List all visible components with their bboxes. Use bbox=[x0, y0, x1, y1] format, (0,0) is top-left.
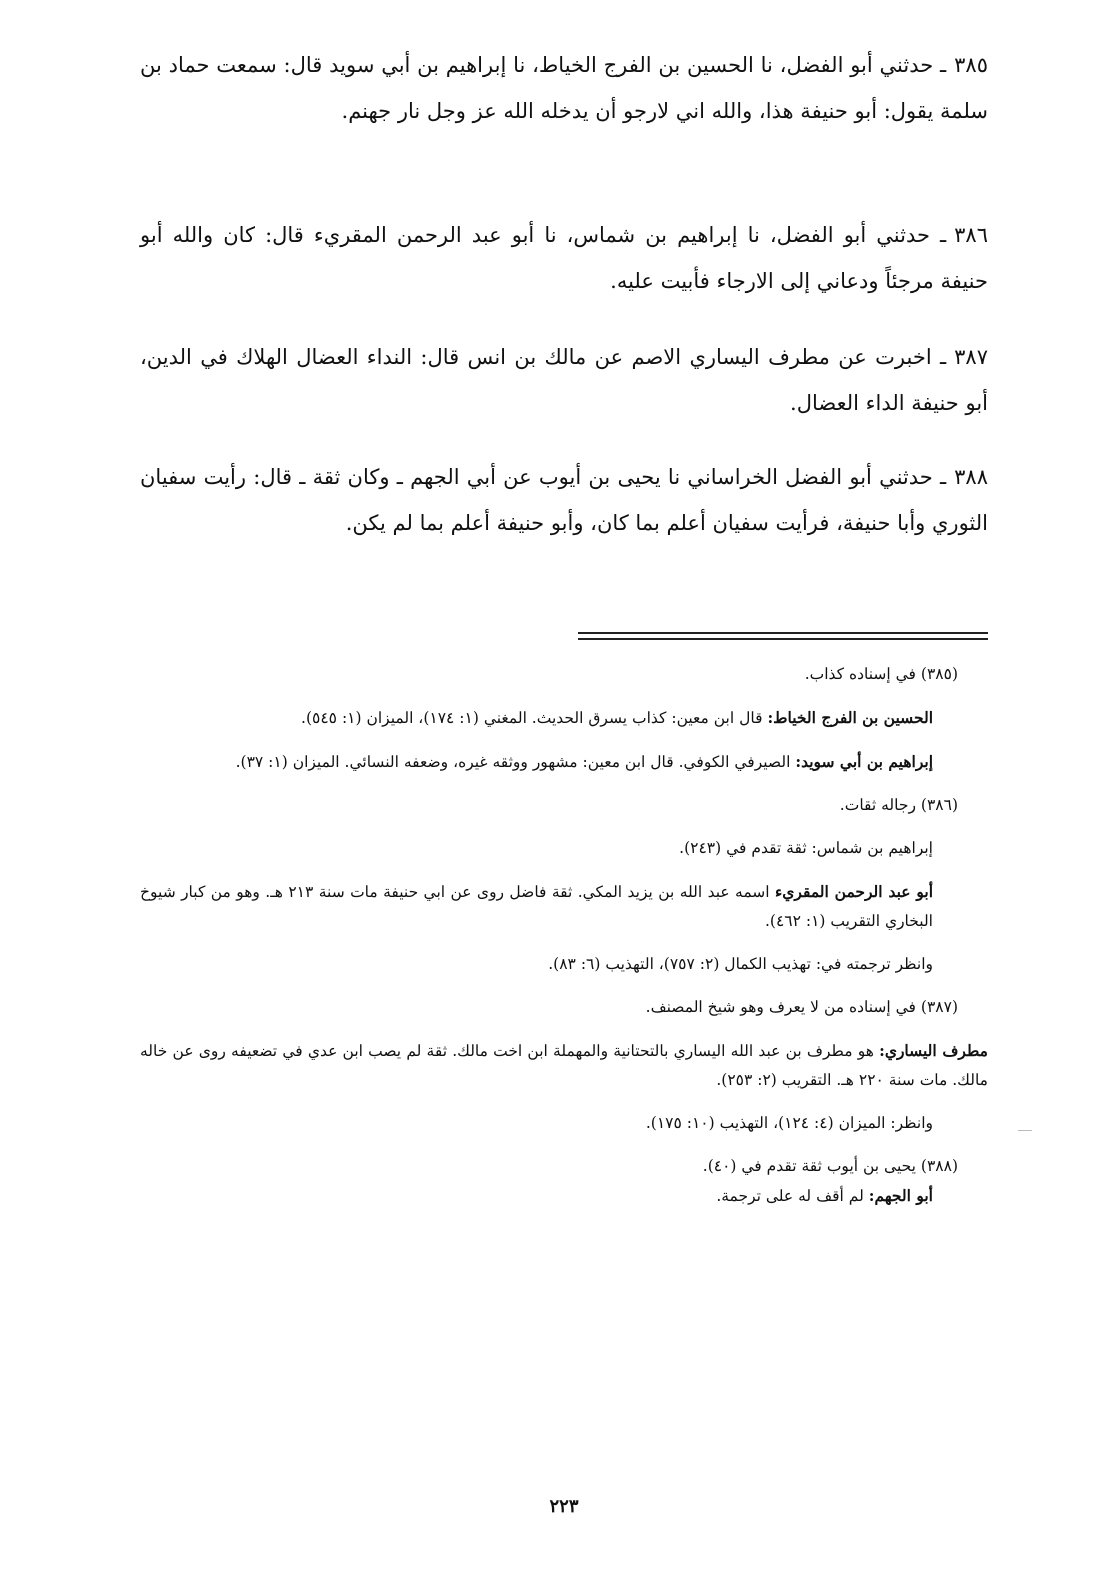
footnote-text: رجاله ثقات. bbox=[839, 796, 916, 814]
footnote-muqri-see bbox=[140, 950, 988, 979]
margin-mark bbox=[1018, 1130, 1032, 1131]
footnote-number: (٣٨٦) bbox=[920, 796, 958, 814]
footnote-387 bbox=[140, 993, 988, 1022]
footnotes bbox=[140, 660, 988, 1211]
narrator-name: أبو عبد الرحمن المقريء bbox=[775, 882, 934, 901]
footnote-text: يحيى بن أيوب ثقة تقدم في (٤٠). bbox=[702, 1157, 916, 1175]
hadith-text: ـ اخبرت عن مطرف اليساري الاصم عن مالك بن انس قال: النداء العضال الهلاك في الدين، أبو حنيفة الداء العضال. bbox=[140, 345, 988, 415]
footnote-text: الصيرفي الكوفي. قال ابن معين: مشهور ووثقه غيره، وضعفه النسائي. الميزان (١: ٣٧). bbox=[235, 753, 791, 771]
footnote-385 bbox=[140, 660, 988, 689]
narrator-name: مطرف اليساري: bbox=[879, 1041, 988, 1060]
footnote-mutarrif bbox=[140, 1036, 988, 1095]
footnote-shammas bbox=[140, 834, 988, 863]
footnote-separator bbox=[578, 632, 988, 640]
footnote-388 bbox=[140, 1152, 988, 1181]
narrator-name: أبو الجهم: bbox=[868, 1186, 933, 1205]
hadith-text: ـ حدثني أبو الفضل، نا إبراهيم بن شماس، نا أبو عبد الرحمن المقريء قال: كان والله أبو حنيفة مرجئاً ودعاني إلى الارجاء فأبيت عليه. bbox=[140, 223, 988, 293]
hadith-text: ـ حدثني أبو الفضل الخراساني نا يحيى بن أيوب عن أبي الجهم ـ وكان ثقة ـ قال: رأيت سفيان الثوري وأبا حنيفة، فرأيت سفيان أعلم بما كان، وأبو حنيفة أعلم بما لم يكن. bbox=[140, 465, 988, 535]
footnote-mutarrif-see bbox=[140, 1109, 988, 1138]
hadith-388 bbox=[140, 454, 988, 546]
narrator-name: الحسين بن الفرج الخياط: bbox=[767, 708, 933, 727]
hadith-number: ٣٨٧ bbox=[954, 345, 988, 369]
footnote-text: هو مطرف بن عبد الله اليساري بالتحتانية والمهملة ابن اخت مالك. ثقة لم يصب ابن عدي في تضعيفه روى عن خاله مالك. مات سنة ٢٢٠ هـ. التقريب (٢: ٢٥٣). bbox=[140, 1042, 988, 1089]
hadith-number: ٣٨٦ bbox=[954, 223, 988, 247]
footnote-jahm bbox=[140, 1181, 988, 1211]
hadith-385 bbox=[140, 42, 988, 134]
footnote-386 bbox=[140, 791, 988, 820]
footnote-text: في إسناده من لا يعرف وهو شيخ المصنف. bbox=[645, 998, 916, 1016]
narrator-name: إبراهيم بن أبي سويد: bbox=[795, 752, 933, 771]
hadith-387 bbox=[140, 334, 988, 426]
footnote-text: في إسناده كذاب. bbox=[804, 665, 916, 683]
hadith-number: ٣٨٥ bbox=[954, 53, 988, 77]
footnote-text: وانظر: الميزان (٤: ١٢٤)، التهذيب (١٠: ١٧٥). bbox=[645, 1114, 933, 1132]
footnote-text: اسمه عبد الله بن يزيد المكي. ثقة فاضل روى عن ابي حنيفة مات سنة ٢١٣ هـ. وهو من كبار شيوخ البخاري التقريب (١: ٤٦٢). bbox=[140, 883, 933, 930]
footnote-text: إبراهيم بن شماس: ثقة تقدم في (٢٤٣). bbox=[679, 839, 933, 857]
footnote-number: (٣٨٨) bbox=[920, 1157, 958, 1175]
footnote-muqri bbox=[140, 877, 988, 936]
hadith-386 bbox=[140, 212, 988, 304]
page bbox=[140, 0, 988, 1575]
footnote-khayyat bbox=[140, 703, 988, 733]
footnote-text: قال ابن معين: كذاب يسرق الحديث. المغني (١: ١٧٤)، الميزان (١: ٥٤٥). bbox=[301, 709, 763, 727]
footnote-number: (٣٨٥) bbox=[920, 665, 958, 683]
footnote-text: لم أقف له على ترجمة. bbox=[716, 1187, 864, 1205]
footnote-suwayd bbox=[140, 747, 988, 777]
hadith-text: ـ حدثني أبو الفضل، نا الحسين بن الفرج الخياط، نا إبراهيم بن أبي سويد قال: سمعت حماد بن سلمة يقول: أبو حنيفة هذا، والله اني لارجو أن يدخله الله عز وجل نار جهنم. bbox=[140, 53, 988, 123]
page-number: ٢٢٣ bbox=[549, 1496, 579, 1517]
hadith-number: ٣٨٨ bbox=[954, 465, 988, 489]
footnote-number: (٣٨٧) bbox=[920, 998, 958, 1016]
footnote-text: وانظر ترجمته في: تهذيب الكمال (٢: ٧٥٧)، التهذيب (٦: ٨٣). bbox=[548, 955, 933, 973]
